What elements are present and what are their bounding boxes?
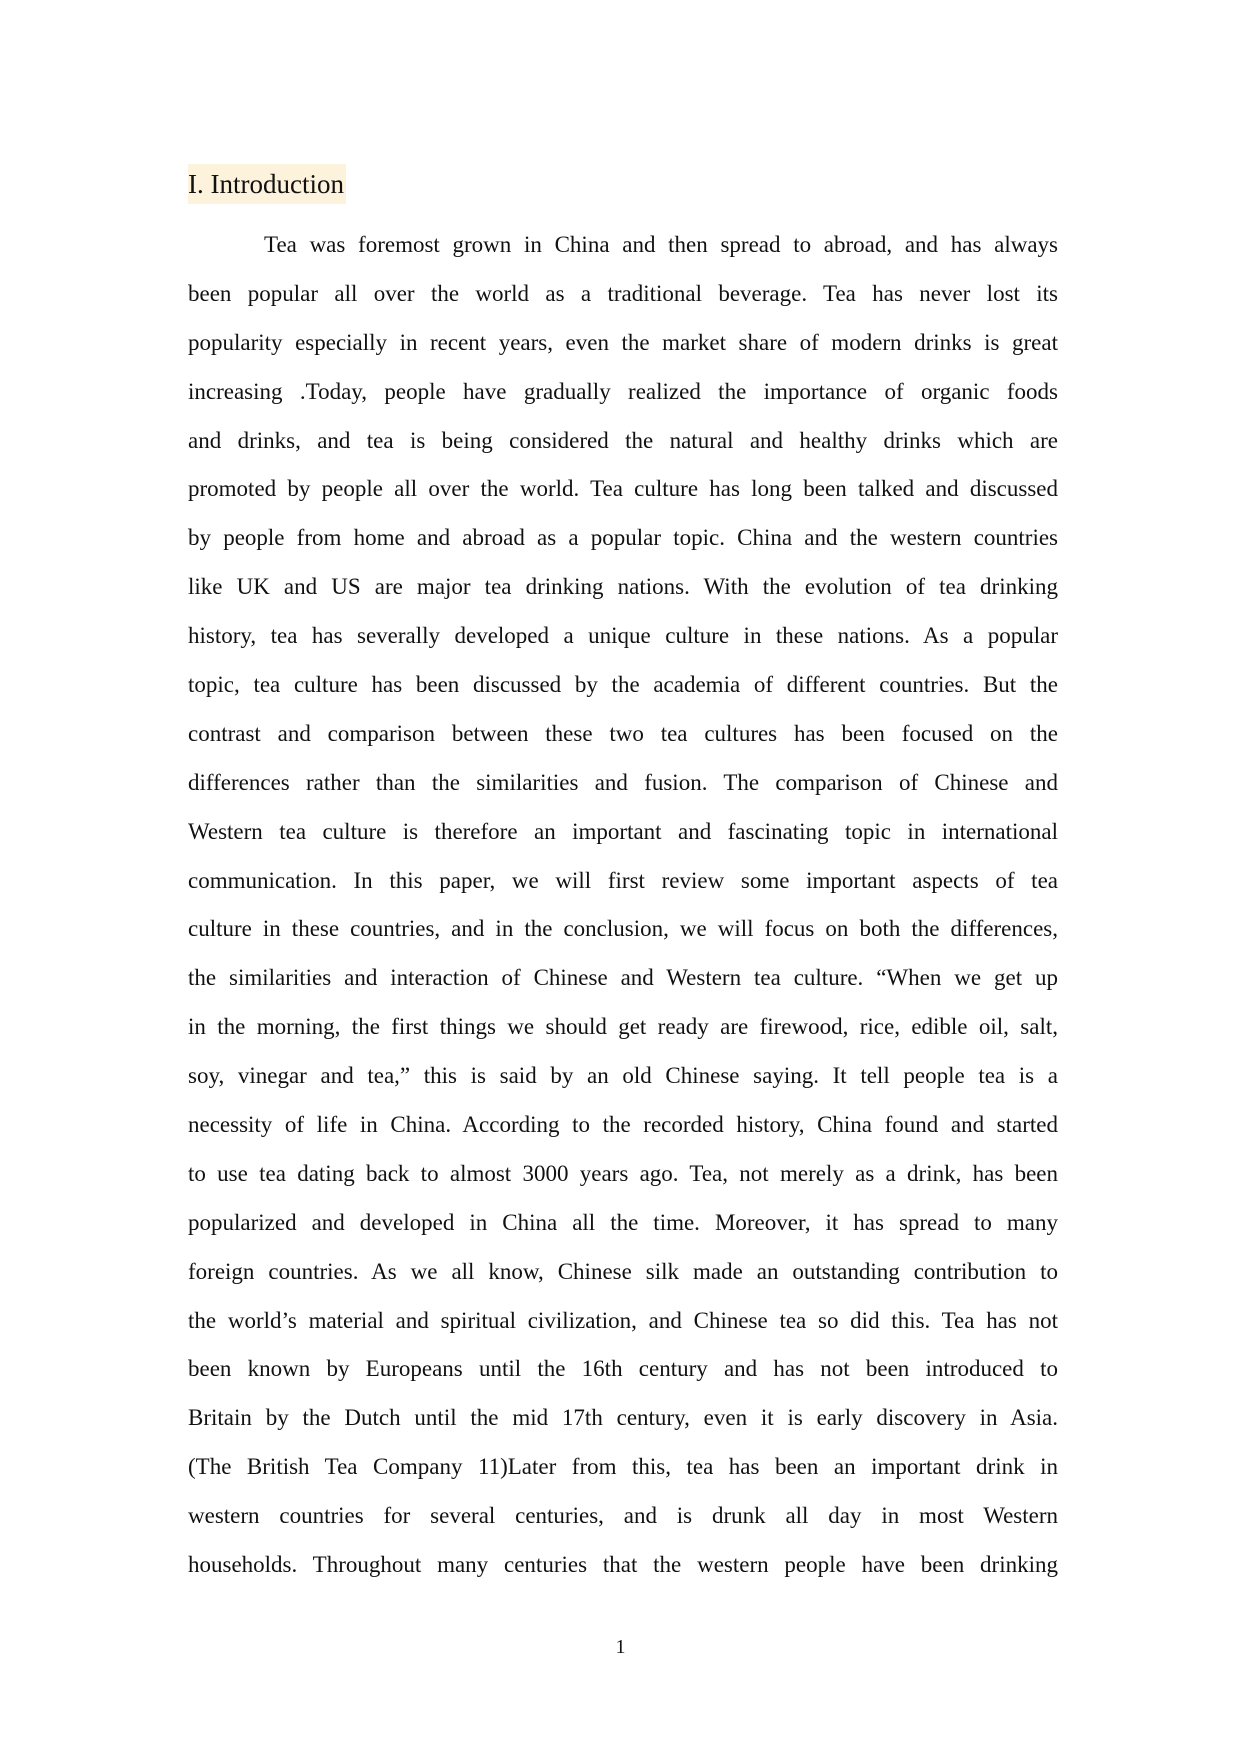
paragraph-line: necessity of life in China. According to the recorded history, China found and started	[188, 1112, 1058, 1138]
paragraph-line: contrast and comparison between these two tea cultures has been focused on the	[188, 720, 1058, 746]
paragraph-line: been popular all over the world as a traditional beverage. Tea has never lost its	[188, 280, 1058, 306]
paragraph-line: in the morning, the first things we should get ready are firewood, rice, edible oil, salt,	[188, 1014, 1058, 1040]
paragraph-line: the world’s material and spiritual civilization, and Chinese tea so did this. Tea has not	[188, 1307, 1058, 1333]
paragraph-line: culture in these countries, and in the conclusion, we will focus on both the differences,	[188, 916, 1058, 942]
paragraph-line: Britain by the Dutch until the mid 17th century, even it is early discovery in Asia.	[188, 1405, 1058, 1431]
paragraph-line: popularity especially in recent years, even the market share of modern drinks is great	[188, 329, 1058, 355]
paragraph-line: and drinks, and tea is being considered the natural and healthy drinks which are	[188, 427, 1058, 453]
paragraph-line: Western tea culture is therefore an important and fascinating topic in international	[188, 818, 1058, 844]
paragraph-line: (The British Tea Company 11)Later from this, tea has been an important drink in	[188, 1454, 1058, 1480]
paragraph-line: differences rather than the similarities and fusion. The comparison of Chinese and	[188, 769, 1058, 795]
section-heading: I. Introduction	[188, 164, 346, 204]
paragraph-line: soy, vinegar and tea,” this is said by an old Chinese saying. It tell people tea is a	[188, 1063, 1058, 1089]
paragraph-line: to use tea dating back to almost 3000 years ago. Tea, not merely as a drink, has been	[188, 1160, 1058, 1186]
paragraph-line: been known by Europeans until the 16th century and has not been introduced to	[188, 1356, 1058, 1382]
paragraph-line: increasing .Today, people have gradually realized the importance of organic foods	[188, 378, 1058, 404]
paragraph-line: western countries for several centuries, and is drunk all day in most Western	[188, 1503, 1058, 1529]
paragraph-line: Tea was foremost grown in China and then spread to abroad, and has always	[264, 232, 1058, 257]
paragraph-line: history, tea has severally developed a unique culture in these nations. As a popular	[188, 623, 1058, 649]
paragraph-line: the similarities and interaction of Chinese and Western tea culture. “When we get up	[188, 965, 1058, 991]
paragraph-line: like UK and US are major tea drinking nations. With the evolution of tea drinking	[188, 574, 1058, 600]
body-paragraph	[188, 221, 1058, 1590]
paragraph-line: by people from home and abroad as a popular topic. China and the western countries	[188, 525, 1058, 551]
paragraph-line: popularized and developed in China all the time. Moreover, it has spread to many	[188, 1209, 1058, 1235]
paragraph-line: topic, tea culture has been discussed by the academia of different countries. But the	[188, 672, 1058, 698]
paragraph-line: households. Throughout many centuries that the western people have been drinking	[188, 1552, 1058, 1578]
paragraph-line: promoted by people all over the world. Tea culture has long been talked and discussed	[188, 476, 1058, 502]
paragraph-line: foreign countries. As we all know, Chinese silk made an outstanding contribution to	[188, 1258, 1058, 1284]
paragraph-line: communication. In this paper, we will first review some important aspects of tea	[188, 867, 1058, 893]
page-number: 1	[615, 1636, 626, 1658]
